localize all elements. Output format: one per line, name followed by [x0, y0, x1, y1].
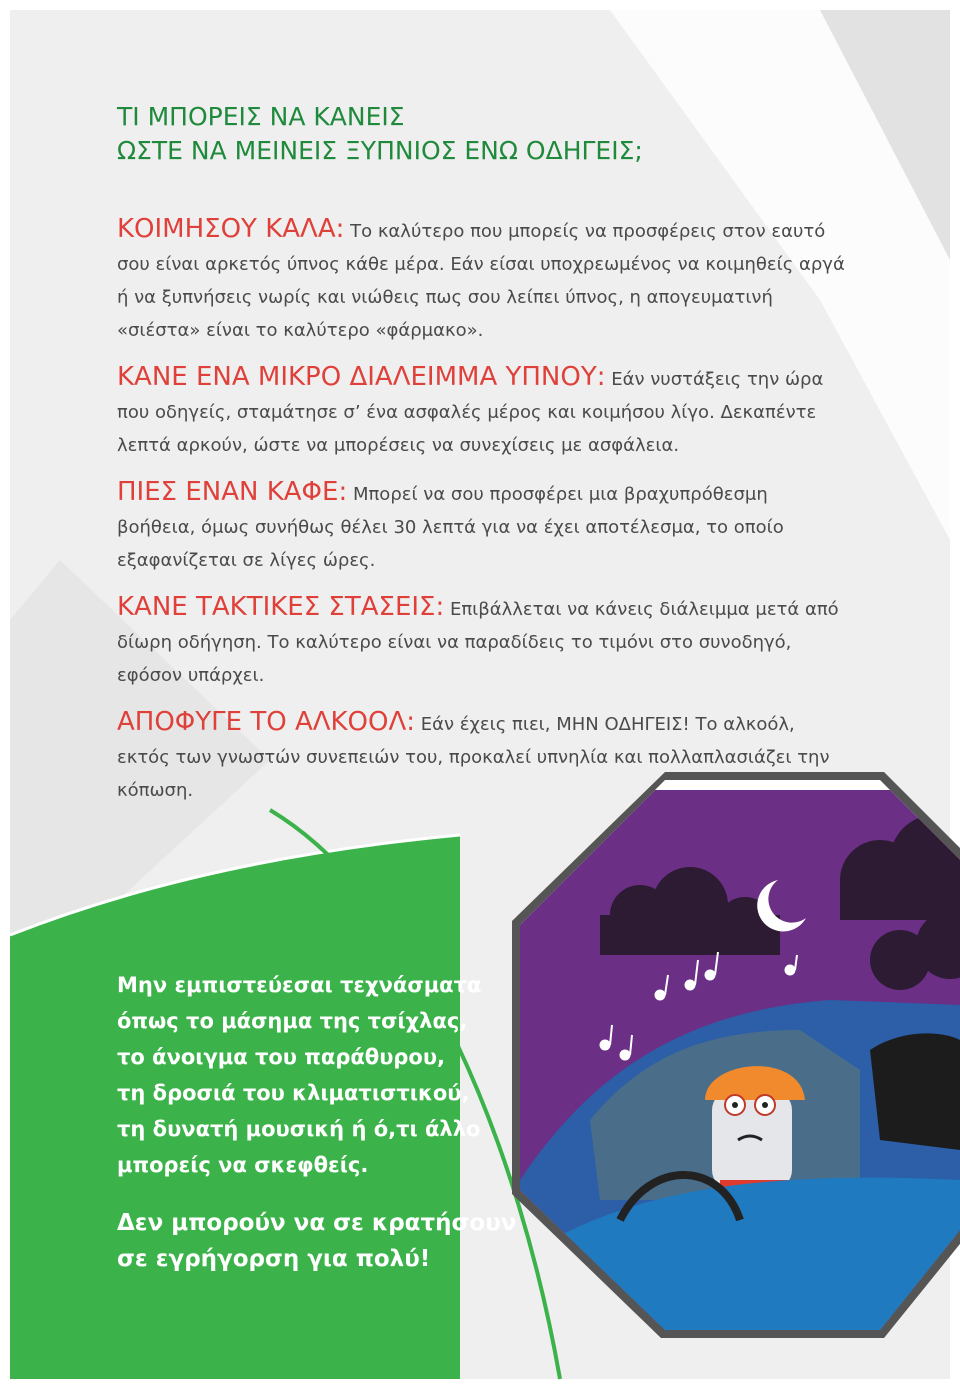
panel-line: Μην εμπιστεύεσαι τεχνάσματα [117, 973, 482, 997]
panel-text [117, 967, 537, 1277]
passenger-seat [870, 1033, 960, 1150]
page-title-line1: ΤΙ ΜΠΟΡΕΙΣ ΝΑ ΚΑΝΕΙΣ [117, 102, 405, 131]
tip-title: ΠΙΕΣ ΕΝΑΝ ΚΑΦΕ: [117, 477, 348, 507]
panel-paragraph-2 [117, 1205, 537, 1277]
panel-paragraph-1 [117, 967, 537, 1183]
tip-title: ΚΟΙΜΗΣΟΥ ΚΑΛΑ: [117, 214, 345, 244]
tip-text: Μπορεί να σου προσφέρει μια βραχυπρόθεσμη βοήθεια, όμως συνήθως θέλει 30 λεπτά για να έχει αποτέλεσμα, το οποίο εξαφανίζεται σε λίγες ώρες. [117, 484, 784, 571]
tip-title: ΚΑΝΕ ΤΑΚΤΙΚΕΣ ΣΤΑΣΕΙΣ: [117, 592, 445, 622]
panel-line: όπως το μάσημα της τσίχλας, [117, 1009, 468, 1033]
panel-line: Δεν μπορούν να σε κρατήσουν [117, 1210, 517, 1236]
panel-line: τη δυνατή μουσική ή ό,τι άλλο [117, 1117, 481, 1141]
panel-line: μπορείς να σκεφθείς. [117, 1153, 369, 1177]
tip-text: Εάν νυστάξεις την ώρα που οδηγείς, σταμάτησε σ’ ένα ασφαλές μέρος και κοιμήσου λίγο. Δεκαπέντε λεπτά αρκούν, ώστε να μπορέσεις να συνεχίσεις με ασφάλεια. [117, 369, 824, 456]
tip-text: Εάν έχεις πιει, ΜΗΝ ΟΔΗΓΕΙΣ! Το αλκοόλ, εκτός των γνωστών συνεπειών του, προκαλεί υπνηλία και πολλαπλασιάζει την κόπωση. [117, 714, 830, 801]
tip-title: ΚΑΝΕ ΕΝΑ ΜΙΚΡΟ ΔΙΑΛΕΙΜΜΑ ΥΠΝΟΥ: [117, 362, 606, 392]
panel-line: τη δροσιά του κλιματιστικού, [117, 1081, 470, 1105]
tip-text: Το καλύτερο που μπορείς να προσφέρεις στον εαυτό σου είναι αρκετός ύπνος κάθε μέρα. Εάν είσαι υποχρεωμένος να κοιμηθείς αργά ή να ξυπνήσεις νωρίς και νιώθεις πως σου λείπει ύπνος, η απογευματινή «σιέστα» είναι το καλύτερο «φάρμακο». [117, 221, 845, 341]
panel-line: σε εγρήγορση για πολύ! [117, 1246, 431, 1272]
page-title-line2: ΩΣΤΕ ΝΑ ΜΕΙΝΕΙΣ ΞΥΠΝΙΟΣ ΕΝΩ ΟΔΗΓΕΙΣ; [117, 136, 643, 165]
tip-text: Επιβάλλεται να κάνεις διάλειμμα μετά από δίωρη οδήγηση. Το καλύτερο είναι να παραδίδεις το τιμόνι στο συνοδηγό, εφόσον υπάρχει. [117, 599, 839, 686]
panel-line: το άνοιγμα του παράθυρου, [117, 1045, 446, 1069]
tip-title: ΑΠΟΦΥΓΕ ΤΟ ΑΛΚΟΟΛ: [117, 707, 416, 737]
